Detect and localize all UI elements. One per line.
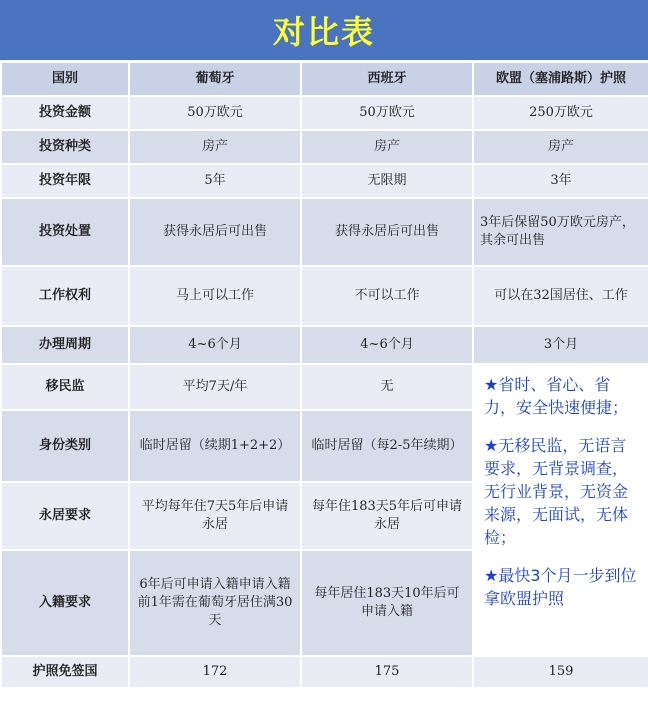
cell-portugal: 50万欧元 — [130, 97, 300, 129]
cell-cyprus: 159 — [474, 657, 648, 687]
cell-portugal: 172 — [130, 657, 300, 687]
cell-spain: 临时居留（每2-5年续期） — [302, 411, 472, 481]
cell-spain: 50万欧元 — [302, 97, 472, 129]
cell-portugal: 平均7天/年 — [130, 365, 300, 409]
row-label: 投资金额 — [2, 97, 128, 129]
cell-cyprus: 3年后保留50万欧元房产，其余可出售 — [474, 199, 648, 265]
cell-spain: 4~6个月 — [302, 327, 472, 363]
cell-cyprus: 可以在32国居住、工作 — [474, 267, 648, 325]
page-title: 对比表 — [272, 13, 375, 51]
cell-cyprus: 3个月 — [474, 327, 648, 363]
highlights-panel — [474, 365, 648, 655]
header-cyprus: 欧盟（塞浦路斯）护照 — [474, 63, 648, 95]
cell-spain: 175 — [302, 657, 472, 687]
row-label: 护照免签国 — [2, 657, 128, 687]
cell-spain: 每年住183天5年后可申请永居 — [302, 483, 472, 549]
title-bar — [0, 0, 648, 60]
row-label: 永居要求 — [2, 483, 128, 549]
header-country: 国别 — [2, 63, 128, 95]
highlight-item: ★无移民监，无语言要求，无背景调查，无行业背景，无资金来源，无面试，无体检； — [484, 436, 629, 547]
table-row — [2, 97, 648, 129]
cell-cyprus: 房产 — [474, 131, 648, 163]
cell-portugal: 5年 — [130, 165, 300, 197]
table-row — [2, 657, 648, 687]
row-label: 投资种类 — [2, 131, 128, 163]
table-row — [2, 327, 648, 363]
row-label: 投资处置 — [2, 199, 128, 265]
highlight-item: ★最快3个月一步到位拿欧盟护照 — [484, 566, 637, 608]
cell-portugal: 马上可以工作 — [130, 267, 300, 325]
cell-cyprus: 250万欧元 — [474, 97, 648, 129]
cell-spain: 无限期 — [302, 165, 472, 197]
comparison-table — [0, 61, 648, 689]
table-row — [2, 131, 648, 163]
cell-portugal: 6年后可申请入籍申请入籍前1年需在葡萄牙居住满30天 — [130, 551, 300, 655]
cell-spain: 获得永居后可出售 — [302, 199, 472, 265]
table-row — [2, 165, 648, 197]
table-row — [2, 267, 648, 325]
cell-spain: 每年居住183天10年后可申请入籍 — [302, 551, 472, 655]
cell-cyprus: 3年 — [474, 165, 648, 197]
table-header-row — [2, 63, 648, 95]
row-label: 移民监 — [2, 365, 128, 409]
row-label: 办理周期 — [2, 327, 128, 363]
row-label: 身份类别 — [2, 411, 128, 481]
row-label: 投资年限 — [2, 165, 128, 197]
cell-portugal: 获得永居后可出售 — [130, 199, 300, 265]
cell-portugal: 房产 — [130, 131, 300, 163]
table-row — [2, 365, 648, 409]
highlight-item: ★省时、省心、省力，安全快速便捷； — [484, 375, 629, 417]
cell-portugal: 临时居留（续期1+2+2） — [130, 411, 300, 481]
row-label: 工作权利 — [2, 267, 128, 325]
header-spain: 西班牙 — [302, 63, 472, 95]
table-row — [2, 199, 648, 265]
row-label: 入籍要求 — [2, 551, 128, 655]
cell-spain: 不可以工作 — [302, 267, 472, 325]
cell-spain: 房产 — [302, 131, 472, 163]
header-portugal: 葡萄牙 — [130, 63, 300, 95]
cell-portugal: 4~6个月 — [130, 327, 300, 363]
cell-portugal: 平均每年住7天5年后申请永居 — [130, 483, 300, 549]
cell-spain: 无 — [302, 365, 472, 409]
